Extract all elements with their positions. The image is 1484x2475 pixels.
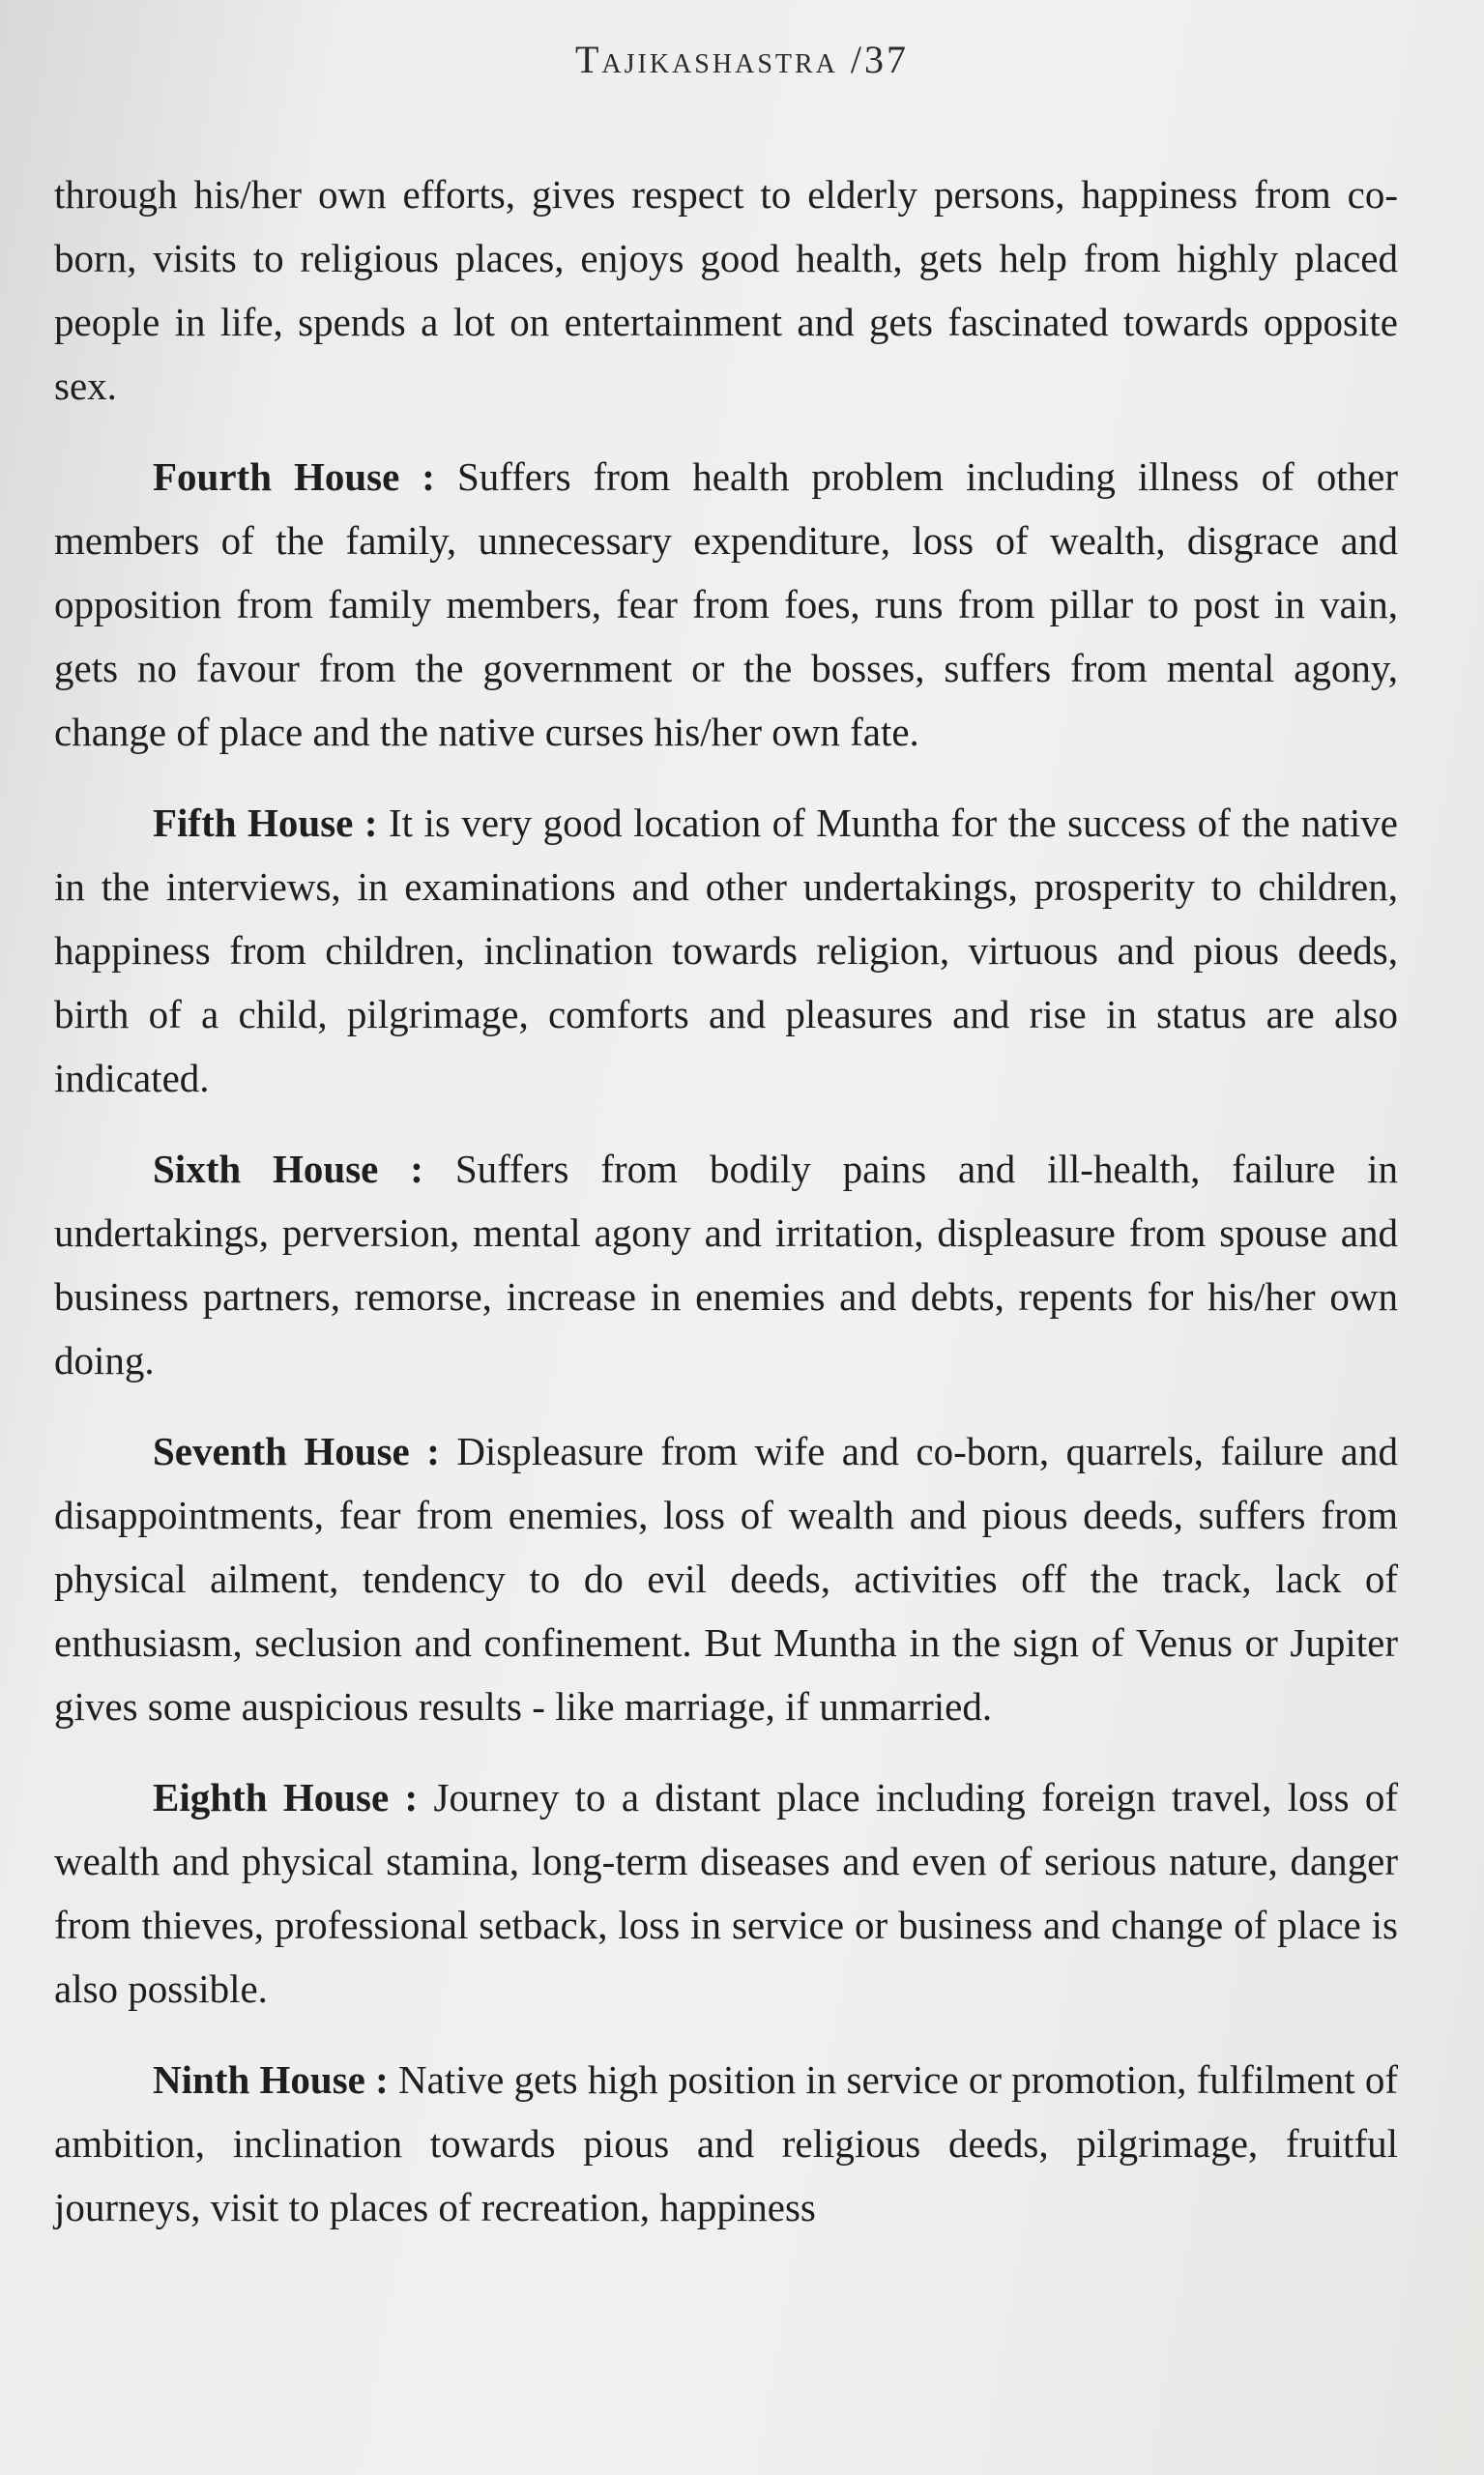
running-header — [0, 37, 1484, 82]
paragraph-ninth-house — [54, 2048, 1398, 2239]
paragraph-sixth-house — [54, 1137, 1398, 1392]
paragraph-heading: Seventh House : — [153, 1429, 440, 1473]
running-title: Tajikashastra — [574, 38, 838, 81]
paragraph-text: Displeasure from wife and co-born, quarrels, failure and disappointments, fear from enemies, loss of wealth and pious deeds, suffers from physical ailment, tendency to do evil deeds, activities off the track, lack of enthusiasm, seclusion and confinement. But Muntha in the sign of Venus or Jupiter gives some auspicious results - like marriage, if unmarried. — [54, 1429, 1398, 1729]
paragraph-text: through his/her own efforts, gives respect to elderly persons, happiness from co-born, visits to religious places, enjoys good health, gets help from highly placed people in life, spends a lot on entertainment and gets fascinated towards opposite sex. — [54, 172, 1398, 408]
paragraph-heading: Ninth House : — [153, 2057, 389, 2102]
paragraph-heading: Sixth House : — [153, 1147, 423, 1191]
paragraph-fourth-house — [54, 445, 1398, 764]
paragraph-continuation — [54, 162, 1398, 418]
page-number: 37 — [864, 38, 910, 81]
paragraph-eighth-house — [54, 1765, 1398, 2021]
paragraph-heading: Fourth House : — [153, 454, 435, 499]
header-separator: / — [850, 38, 865, 81]
paragraph-text: Suffers from bodily pains and ill-health, failure in undertakings, perversion, mental agony and irritation, displeasure from spouse and business partners, remorse, increase in enemies and debts, repents for his/her own doing. — [54, 1147, 1399, 1383]
paragraph-text: It is very good location of Muntha for the success of the native in the interviews, in examinations and other undertakings, prosperity to children, happiness from children, inclination towards religion, virtuous and pious deeds, birth of a child, pilgrimage, comforts and pleasures and rise in status are also indicated. — [54, 801, 1398, 1100]
paragraph-fifth-house — [54, 791, 1398, 1110]
paragraph-heading: Fifth House : — [153, 801, 378, 845]
body-text — [54, 162, 1398, 2266]
paragraph-text: Journey to a distant place including foreign travel, loss of wealth and physical stamina, long-term diseases and even of serious nature, danger from thieves, professional setback, loss in service or business and change of place is also possible. — [54, 1775, 1399, 2011]
paragraph-heading: Eighth House : — [153, 1775, 419, 1820]
paragraph-text: Native gets high position in service or promotion, fulfilment of ambition, inclination towards pious and religious deeds, pilgrimage, fruitful journeys, visit to places of recreation, happiness — [54, 2057, 1398, 2229]
paragraph-text: Suffers from health problem including illness of other members of the family, unnecessary expenditure, loss of wealth, disgrace and opposition from family members, fear from foes, runs from pillar to post in vain, gets no favour from the government or the bosses, suffers from mental agony, change of place and the native curses his/her own fate. — [54, 454, 1399, 754]
paragraph-seventh-house — [54, 1419, 1398, 1738]
